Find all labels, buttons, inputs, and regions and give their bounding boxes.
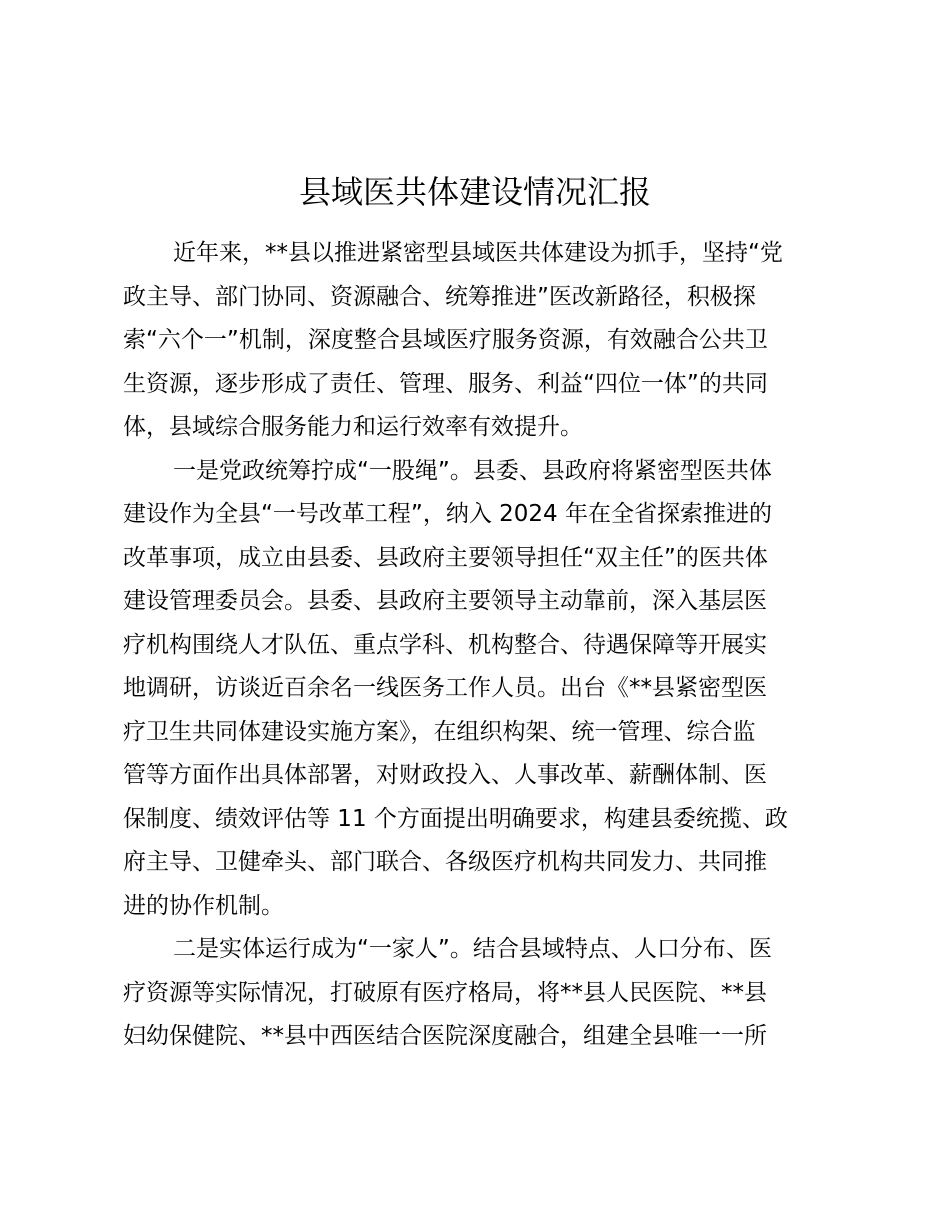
paragraph-line: 改革事项，成立由县委、县政府主要领导担任“双主任”的医共体 bbox=[123, 544, 768, 571]
paragraph-line: 生资源，逐步形成了责任、管理、服务、利益“四位一体”的共同 bbox=[123, 370, 768, 397]
paragraph-line: 疗卫生共同体建设实施方案》，在组织构架、统一管理、综合监 bbox=[123, 718, 756, 745]
document-body bbox=[123, 232, 833, 1059]
paragraph-line: 索“六个一”机制，深度整合县域医疗服务资源，有效融合公共卫 bbox=[123, 327, 768, 353]
paragraph-line: 政主导、部门协同、资源融合、统筹推进”医改新路径，积极探 bbox=[123, 283, 756, 310]
paragraph-line: 进的协作机制。 bbox=[123, 892, 284, 919]
paragraph-line: 妇幼保健院、**县中西医结合医院深度融合，组建全县唯一一所 bbox=[123, 1023, 767, 1049]
paragraph-line: 建设作为全县“一号改革工程”，纳入 2024 年在全省探索推进的 bbox=[123, 501, 772, 527]
paragraph-line: 管等方面作出具体部署，对财政投入、人事改革、薪酬体制、医 bbox=[123, 762, 767, 788]
paragraph-line: 疗机构围绕人才队伍、重点学科、机构整合、待遇保障等开展实 bbox=[123, 631, 767, 658]
paragraph-line: 一是党政统筹拧成“一股绳”。县委、县政府将紧密型医共体 bbox=[173, 457, 772, 484]
paragraph-line: 建设管理委员会。县委、县政府主要领导主动靠前，深入基层医 bbox=[123, 588, 767, 614]
paragraph-line: 府主导、卫健牵头、部门联合、各级医疗机构共同发力、共同推 bbox=[123, 849, 767, 875]
paragraph-line: 近年来，**县以推进紧密型县域医共体建设为抓手，坚持“党 bbox=[173, 240, 783, 266]
document-title: 县域医共体建设情况汇报 bbox=[298, 173, 651, 211]
paragraph-line: 地调研，访谈近百余名一线医务工作人员。出台《**县紧密型医 bbox=[123, 675, 767, 701]
paragraph-line: 保制度、绩效评估等 11 个方面提出明确要求，构建县委统揽、政 bbox=[123, 805, 788, 832]
paragraph-line: 二是实体运行成为“一家人”。结合县域特点、人口分布、医 bbox=[173, 936, 772, 962]
paragraph-line: 疗资源等实际情况，打破原有医疗格局，将**县人民医院、**县 bbox=[123, 979, 767, 1006]
paragraph-line: 体，县域综合服务能力和运行效率有效提升。 bbox=[123, 414, 583, 440]
